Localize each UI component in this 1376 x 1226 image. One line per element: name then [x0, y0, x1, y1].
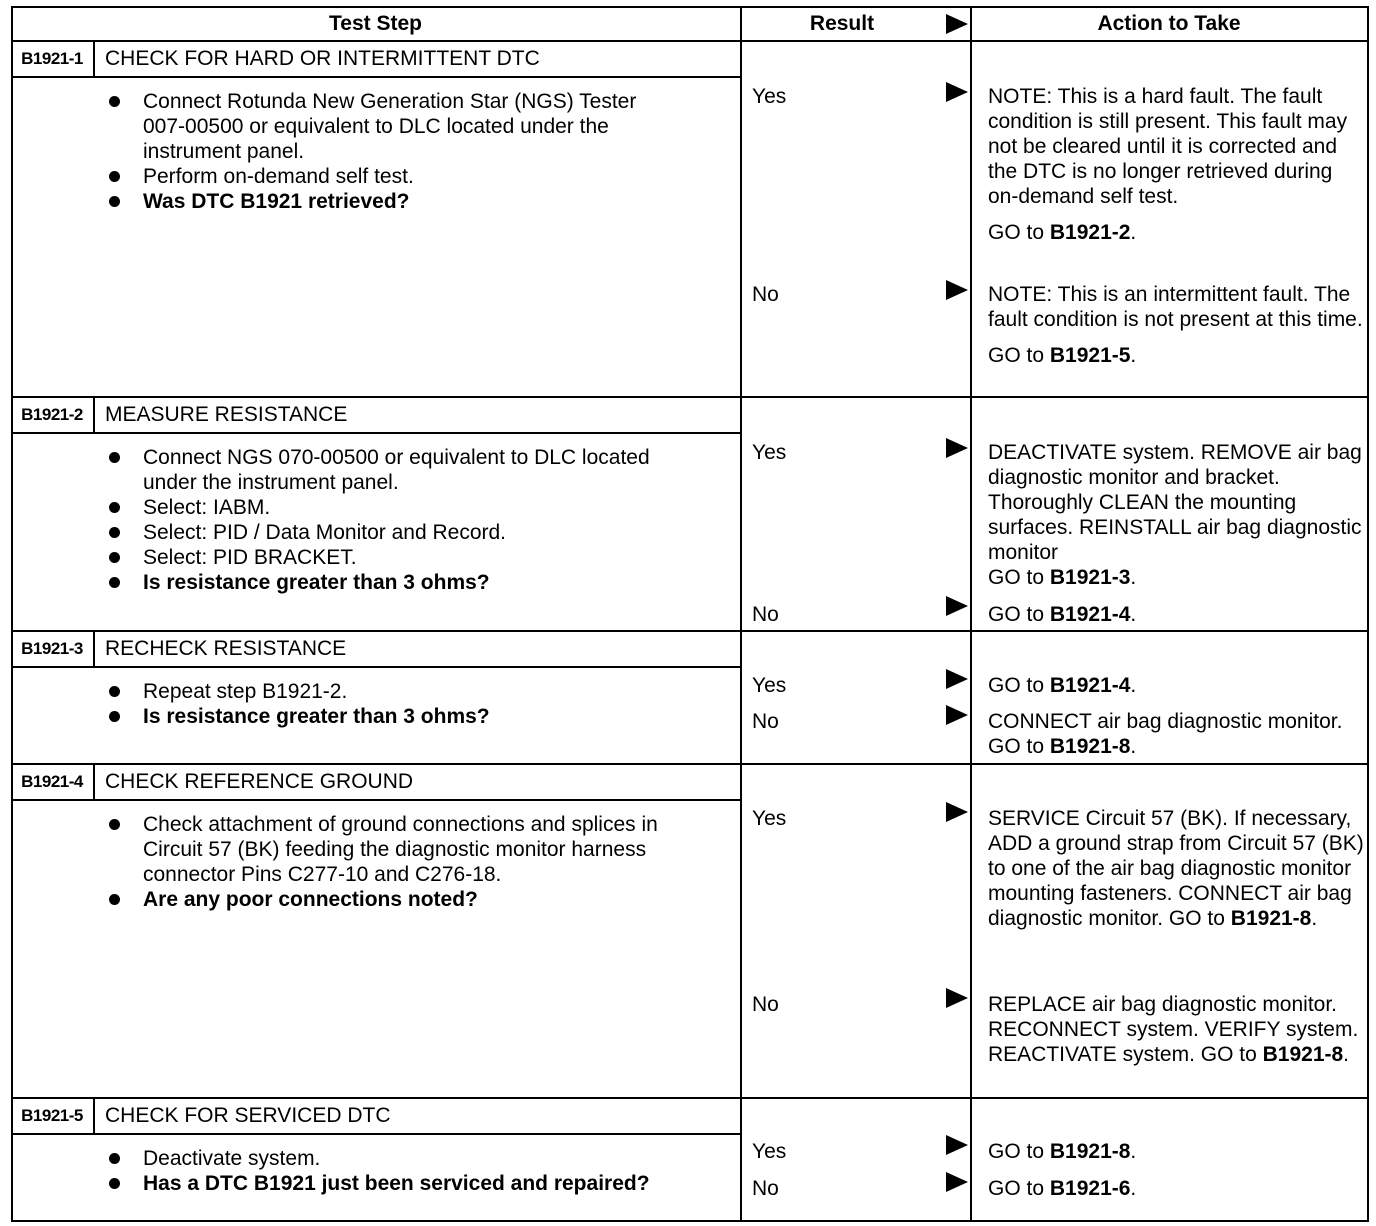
result-arrow-icon — [946, 705, 968, 725]
instruction-item: Repeat step B1921-2. — [105, 679, 665, 704]
result-yes: Yes — [752, 1140, 787, 1163]
action-goto — [988, 673, 1364, 698]
step-question: Is resistance greater than 3 ohms? — [105, 704, 665, 729]
goto-suffix: . — [1130, 735, 1137, 758]
result-arrow-icon — [946, 669, 968, 689]
header-result: Result — [809, 12, 875, 35]
instruction-item: Check attachment of ground connections and splices in Circuit 57 (BK) feeding the diagnostic monitor harness connector Pins C277-10 and C276-18. — [105, 812, 665, 887]
instruction-item: Connect NGS 070-00500 or equivalent to DLC located under the instrument panel. — [105, 445, 665, 495]
goto-prefix: REPLACE air bag diagnostic monitor. RECONNECT system. VERIFY system. REACTIVATE system. GO to — [988, 993, 1359, 1066]
instruction-item: Connect Rotunda New Generation Star (NGS) Tester 007-00500 or equivalent to DLC located under the instrument panel. — [105, 89, 665, 164]
goto-step-ref: B1921-8 — [1049, 1140, 1131, 1163]
step-title: CHECK FOR SERVICED DTC — [105, 1104, 391, 1127]
goto-suffix: . — [1130, 1177, 1137, 1200]
instruction-item: Deactivate system. — [105, 1146, 665, 1171]
goto-step-ref: B1921-4 — [1049, 674, 1131, 697]
goto-prefix: SERVICE Circuit 57 (BK). If necessary, ADD a ground strap from Circuit 57 (BK) to one of the air bag diagnostic monitor mounting fasteners. CONNECT air bag diagnostic monitor. GO to — [988, 807, 1364, 930]
instruction-item: Perform on-demand self test. — [105, 164, 665, 189]
step-title-row — [11, 398, 740, 432]
step-title-underline — [11, 76, 740, 78]
goto-prefix: GO to — [988, 674, 1050, 697]
action-goto — [988, 220, 1364, 245]
action-goto — [988, 1176, 1364, 1201]
action-text — [988, 282, 1364, 368]
result-yes: Yes — [752, 807, 787, 830]
result-arrow-icon — [946, 280, 968, 300]
goto-suffix: . — [1343, 1043, 1350, 1066]
header-test-step: Test Step — [329, 12, 422, 35]
step-id: B1921-2 — [11, 398, 95, 432]
step-title-underline — [11, 432, 740, 434]
goto-suffix: . — [1311, 907, 1318, 930]
goto-suffix: . — [1130, 603, 1137, 626]
step-question: Are any poor connections noted? — [105, 887, 665, 912]
goto-suffix: . — [1130, 344, 1137, 367]
result-arrow-icon — [946, 802, 968, 822]
goto-prefix: GO to — [988, 1177, 1050, 1200]
step-title: RECHECK RESISTANCE — [105, 637, 347, 660]
goto-step-ref: B1921-8 — [1049, 735, 1131, 758]
step-title-row — [11, 42, 740, 76]
step-instructions — [105, 445, 665, 595]
goto-suffix: . — [1130, 566, 1137, 589]
result-yes: Yes — [752, 674, 787, 697]
column-divider-action — [970, 6, 972, 1220]
step-title: CHECK FOR HARD OR INTERMITTENT DTC — [105, 47, 540, 70]
result-arrow-icon — [946, 438, 968, 458]
step-title-underline — [11, 799, 740, 801]
diagnostic-table — [11, 6, 1367, 1220]
step-question: Is resistance greater than 3 ohms? — [105, 570, 665, 595]
goto-prefix: GO to — [988, 603, 1050, 626]
goto-suffix: . — [1130, 674, 1137, 697]
result-arrow-icon — [946, 988, 968, 1008]
action-goto — [988, 709, 1364, 759]
result-no: No — [752, 993, 779, 1016]
action-goto — [988, 1139, 1364, 1164]
goto-step-ref: B1921-5 — [1049, 344, 1131, 367]
instruction-item: Select: PID / Data Monitor and Record. — [105, 520, 665, 545]
step-title-row — [11, 765, 740, 799]
step-instructions — [105, 1146, 665, 1196]
action-goto — [988, 343, 1364, 368]
step-title: CHECK REFERENCE GROUND — [105, 770, 414, 793]
result-arrow-icon — [946, 1172, 968, 1192]
action-goto — [988, 992, 1364, 1067]
action-goto — [988, 806, 1364, 931]
goto-step-ref: B1921-8 — [1230, 907, 1312, 930]
goto-suffix: . — [1130, 1140, 1137, 1163]
result-arrow-icon — [946, 82, 968, 102]
result-no: No — [752, 603, 779, 626]
result-arrow-icon — [946, 596, 968, 616]
result-yes: Yes — [752, 441, 787, 464]
action-note: NOTE: This is an intermittent fault. The fault condition is not present at this time. — [988, 283, 1363, 331]
action-text — [988, 440, 1364, 590]
goto-prefix: GO to — [988, 344, 1050, 367]
result-yes: Yes — [752, 85, 787, 108]
goto-step-ref: B1921-2 — [1049, 221, 1131, 244]
result-no: No — [752, 710, 779, 733]
goto-step-ref: B1921-6 — [1049, 1177, 1131, 1200]
step-title: MEASURE RESISTANCE — [105, 403, 348, 426]
step-id: B1921-3 — [11, 632, 95, 666]
step-question: Was DTC B1921 retrieved? — [105, 189, 665, 214]
result-arrow-icon — [946, 1135, 968, 1155]
result-no: No — [752, 283, 779, 306]
step-instructions — [105, 89, 665, 214]
step-title-underline — [11, 666, 740, 668]
step-question: Has a DTC B1921 just been serviced and repaired? — [105, 1171, 665, 1196]
step-title-row — [11, 632, 740, 666]
action-note: NOTE: This is a hard fault. The fault condition is still present. This fault may not be cleared until it is corrected and the DTC is no longer retrieved during on-demand self test. — [988, 85, 1348, 208]
result-no: No — [752, 1177, 779, 1200]
instruction-item: Select: PID BRACKET. — [105, 545, 665, 570]
goto-prefix: GO to — [988, 221, 1050, 244]
step-title-row — [11, 1099, 740, 1133]
step-title-underline — [11, 1133, 740, 1135]
goto-prefix: CONNECT air bag diagnostic monitor. GO to — [988, 710, 1343, 758]
step-id: B1921-4 — [11, 765, 95, 799]
column-divider-result — [740, 6, 742, 1220]
instruction-item: Select: IABM. — [105, 495, 665, 520]
step-id: B1921-1 — [11, 42, 95, 76]
goto-prefix: GO to — [988, 566, 1050, 589]
goto-step-ref: B1921-3 — [1049, 566, 1131, 589]
action-text — [988, 84, 1364, 245]
goto-prefix: GO to — [988, 1140, 1050, 1163]
goto-step-ref: B1921-4 — [1049, 603, 1131, 626]
action-goto — [988, 602, 1364, 627]
step-id: B1921-5 — [11, 1099, 95, 1133]
step-instructions — [105, 812, 665, 912]
action-note: DEACTIVATE system. REMOVE air bag diagnostic monitor and bracket. Thoroughly CLEAN the mounting surfaces. REINSTALL air bag diagnostic monitor — [988, 441, 1362, 564]
header-action: Action to Take — [1097, 12, 1241, 35]
action-goto — [988, 565, 1364, 590]
step-instructions — [105, 679, 665, 729]
header-arrow-icon — [946, 14, 968, 34]
goto-suffix: . — [1130, 221, 1137, 244]
goto-step-ref: B1921-8 — [1262, 1043, 1344, 1066]
